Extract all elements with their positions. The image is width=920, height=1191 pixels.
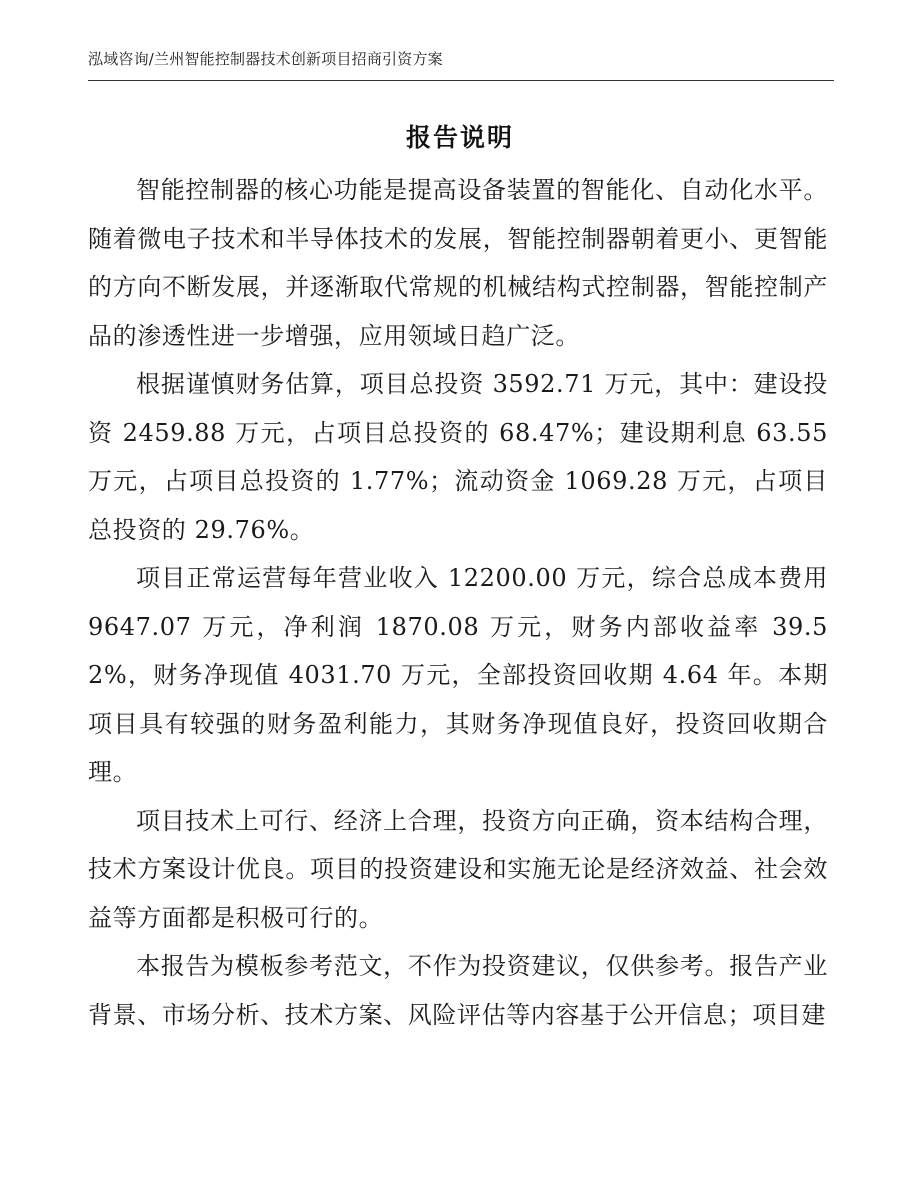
running-header: 泓域咨询/兰州智能控制器技术创新项目招商引资方案 (88, 50, 443, 68)
paragraph-disclaimer: 本报告为模板参考范文，不作为投资建议，仅供参考。报告产业背景、市场分析、技术方案、风险评估等内容基于公开信息；项目建 (88, 952, 828, 1029)
paragraph-intro: 智能控制器的核心功能是提高设备装置的智能化、自动化水平。随着微电子技术和半导体技术的发展，智能控制器朝着更小、更智能的方向不断发展，并逐渐取代常规的机械结构式控制器，智能控制产品的渗透性进一步增强，应用领域日趋广泛。 (88, 176, 828, 350)
header-divider (88, 80, 834, 81)
paragraph-investment: 根据谨慎财务估算，项目总投资 3592.71 万元，其中：建设投资 2459.88 万元，占项目总投资的 68.47%；建设期利息 63.55 万元，占项目总投资的 1.77%；流动资金 1069.28 万元，占项目总投资的 29.76%。 (88, 370, 828, 544)
document-body (88, 166, 828, 1039)
section-title: 报告说明 (405, 123, 514, 152)
paragraph-financials: 项目正常运营每年营业收入 12200.00 万元，综合总成本费用 9647.07 万元，净利润 1870.08 万元，财务内部收益率 39.52%，财务净现值 4031.70 万元，全部投资回收期 4.64 年。本期项目具有较强的财务盈利能力，其财务净现值良好，投资回收期合理。 (88, 564, 828, 786)
paragraph-feasibility: 项目技术上可行、经济上合理，投资方向正确，资本结构合理，技术方案设计优良。项目的投资建设和实施无论是经济效益、社会效益等方面都是积极可行的。 (88, 806, 828, 932)
